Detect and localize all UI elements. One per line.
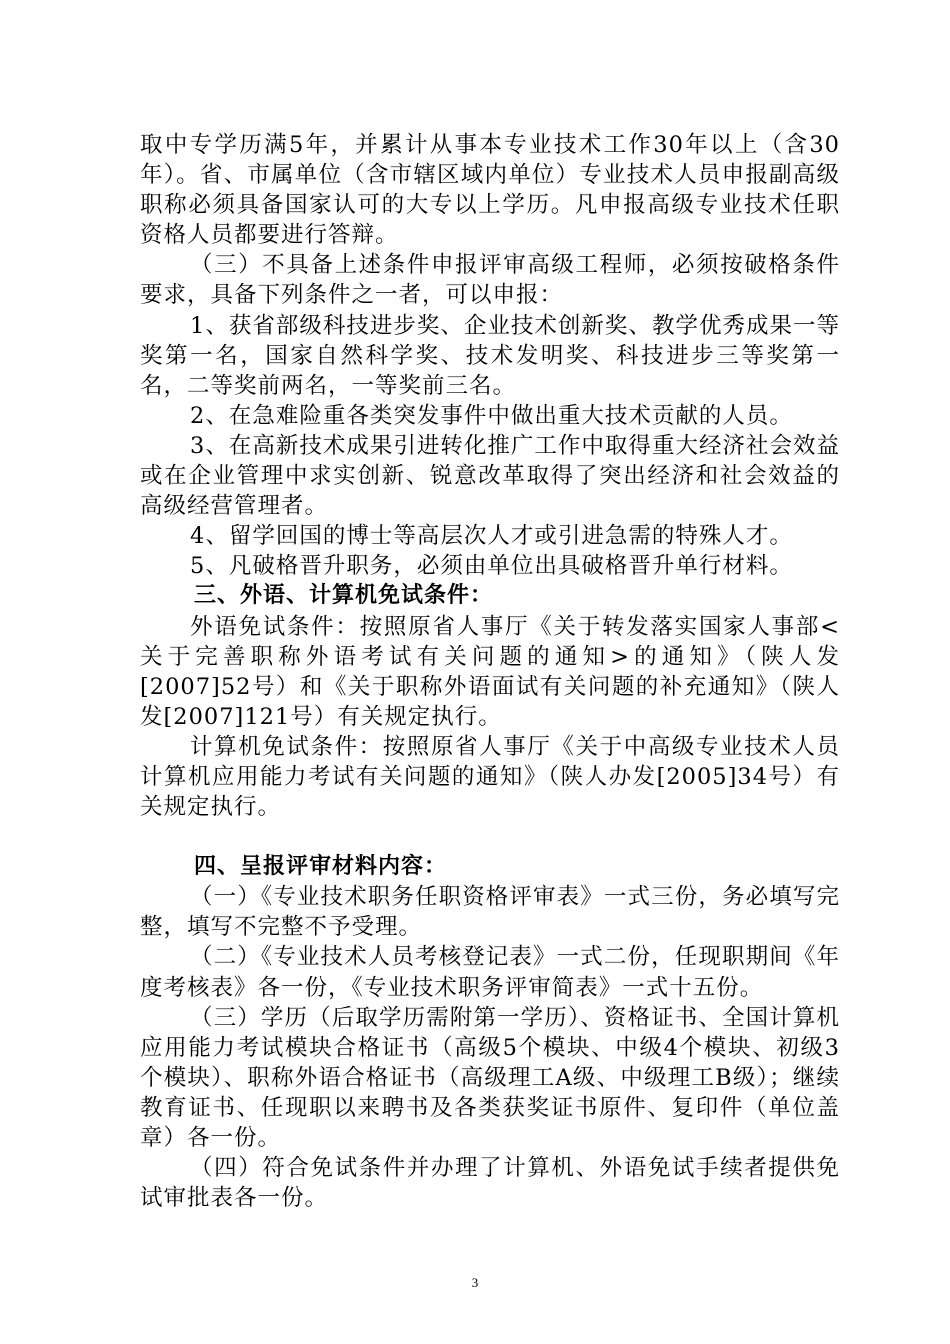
paragraph-condition-5: 5、凡破格晋升职务，必须由单位出具破格晋升单行材料。 xyxy=(190,553,793,580)
paragraph-condition-2: 2、在急难险重各类突发事件中做出重大技术贡献的人员。 xyxy=(190,402,793,429)
paragraph-education-requirement: 取中专学历满5年，并累计从事本专业技术工作30年以上（含30年）。省、市属单位（含市辖区域内单位）专业技术人员申报副高级职称必须具备国家认可的大专以上学历。凡申报高级专业技术任职资格人员都要进行答辩。 xyxy=(140,132,840,249)
paragraph-material-1: （一）《专业技术职务任职资格评审表》一式三份，务必填写完整，填写不完整不予受理。 xyxy=(140,884,840,941)
section-heading-materials: 四、呈报评审材料内容： xyxy=(194,854,448,880)
section-heading-exemption: 三、外语、计算机免试条件： xyxy=(194,583,494,609)
section-spacer xyxy=(140,822,840,852)
paragraph-condition-1: 1、获省部级科技进步奖、企业技术创新奖、教学优秀成果一等奖第一名，国家自然科学奖、技术发明奖、科技进步三等奖第一名，二等奖前两名，一等奖前三名。 xyxy=(140,312,840,399)
paragraph-material-3: （三）学历（后取学历需附第一学历）、资格证书、全国计算机应用能力考试模块合格证书（高级5个模块、中级4个模块、初级3个模块）、职称外语合格证书（高级理工A级、中级理工B级）；继续教育证书、任现职以来聘书及各类获奖证书原件、复印件（单位盖章）各一份。 xyxy=(140,1004,840,1151)
paragraph-material-4: （四）符合免试条件并办理了计算机、外语免试手续者提供免试审批表各一份。 xyxy=(140,1155,840,1212)
paragraph-material-2: （二）《专业技术人员考核登记表》一式二份，任现职期间《年度考核表》各一份，《专业技术职务评审简表》一式十五份。 xyxy=(140,944,840,1001)
paragraph-condition-4: 4、留学回国的博士等高层次人才或引进急需的特殊人才。 xyxy=(190,523,793,550)
paragraph-computer-exemption: 计算机免试条件：按照原省人事厅《关于中高级专业技术人员计算机应用能力考试有关问题的通知》（陕人办发[2005]34号）有关规定执行。 xyxy=(140,733,840,821)
paragraph-exceptional-conditions: （三）不具备上述条件申报评审高级工程师，必须按破格条件要求，具备下列条件之一者，可以申报： xyxy=(140,252,840,309)
page-number: 3 xyxy=(471,1275,479,1290)
paragraph-condition-3: 3、在高新技术成果引进转化推广工作中取得重大经济社会效益或在企业管理中求实创新、锐意改革取得了突出经济和社会效益的高级经营管理者。 xyxy=(140,432,840,520)
document-body xyxy=(140,130,840,1213)
paragraph-foreign-language-exemption: 外语免试条件：按照原省人事厅《关于转发落实国家人事部<关于完善职称外语考试有关问题的通知>的通知》（陕人发[2007]52号）和《关于职称外语面试有关问题的补充通知》（陕人发[2007]121号）有关规定执行。 xyxy=(140,613,840,730)
